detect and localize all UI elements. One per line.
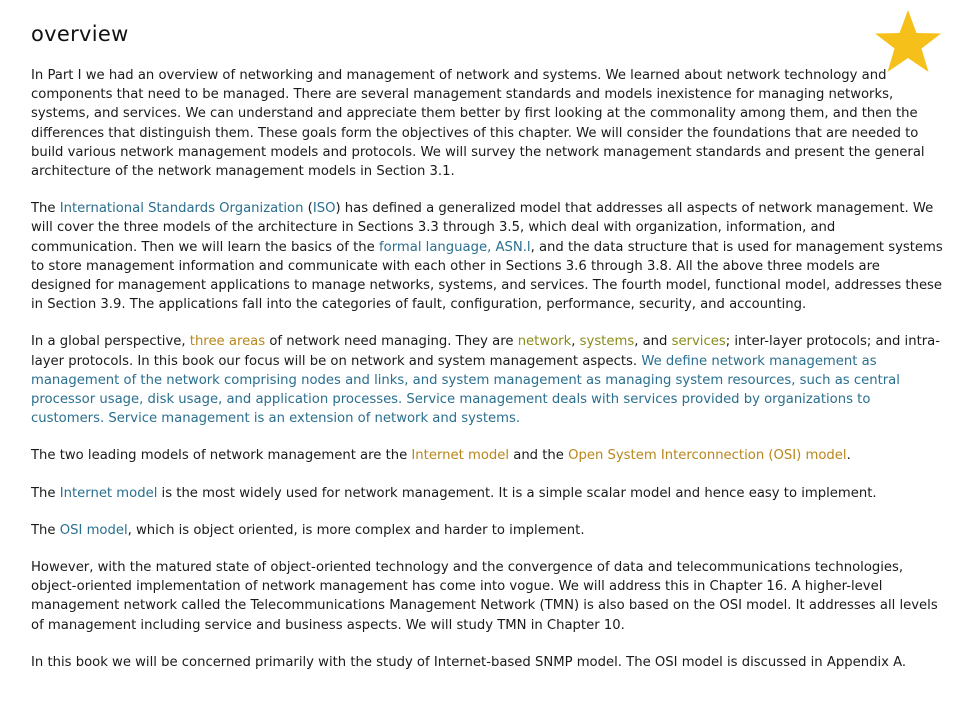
paragraph-text: .: [846, 448, 851, 464]
paragraph-text: The: [31, 485, 60, 501]
paragraph: [31, 558, 943, 635]
paragraph: [31, 653, 943, 672]
highlighted-term: International Standards Organization: [59, 201, 304, 217]
paragraph-text: , which is object oriented, is more complex and harder to implement.: [127, 522, 585, 538]
paragraph-text: , and the data structure that is used for management systems to store management information and communicate with each other in Sections 3.6 through 3.8. All the above three models are designed for management applications to manage networks, systems, and services. The fourth model, functional model, addresses these in Section 3.9. The applications fall into the categories of fault, configuration, performance, security, and accounting.: [31, 239, 943, 313]
paragraph-text: ) has defined a generalized model that addresses all aspects of network management. We will cover the three models of the architecture in Sections 3.3 through 3.5, which deal with organization, information, and communication. Then we will learn the basics of the: [31, 201, 934, 255]
paragraph-text: However, with the matured state of object-oriented technology and the convergence of data and telecommunications technologies, object-oriented implementation of network management has come into vogue. We will address this in Chapter 16. A higher-level management network called the Telecommunications Management Network (TMN) is also based on the OSI model. It addresses all levels of management including service and business aspects. We will study TMN in Chapter 10.: [31, 560, 938, 633]
paragraph-text: The two leading models of network management are the: [31, 448, 412, 464]
paragraph-text: In Part I we had an overview of networking and management of network and systems. We learned about network technology and components that need to be managed. There are several management standards and models inexistence for managing networks, systems, and services. We can understand and appreciate them better by first looking at the commonality among them, and then the differences that distinguish them. These goals form the objectives of this chapter. We will consider the foundations that are needed to build various network management models and protocols. We will survey the network management standards and present the general architecture of the network management models in Section 3.1.: [31, 68, 925, 180]
paragraph-text: ,: [571, 334, 580, 350]
highlighted-term: three areas: [189, 334, 266, 350]
highlighted-term: formal language, ASN.l: [378, 239, 531, 255]
paragraph-text: , and: [634, 334, 672, 350]
highlighted-term: network: [517, 334, 572, 350]
highlighted-term: Internet model: [411, 448, 510, 464]
paragraph-text: The: [31, 522, 60, 538]
highlighted-term: OSI model: [59, 522, 128, 538]
paragraph-text: (: [303, 201, 313, 217]
paragraph-text: of network need managing. They are: [265, 334, 518, 350]
star-shape: [875, 10, 941, 72]
paragraph: [31, 332, 943, 428]
highlighted-term: services: [671, 334, 726, 350]
paragraph: [31, 66, 943, 181]
highlighted-term: ISO: [312, 201, 336, 217]
paragraph: [31, 446, 943, 465]
highlighted-term: systems: [579, 334, 635, 350]
highlighted-term: Open System Interconnection (OSI) model: [568, 448, 847, 464]
paragraph-text: In a global perspective,: [31, 334, 190, 350]
paragraph-text: ; inter-layer protocols; and intra-layer protocols. In this book our focus will be on network and system management aspects.: [31, 334, 940, 369]
paragraph-text: and the: [509, 448, 569, 464]
paragraph-text: is the most widely used for network management. It is a simple scalar model and hence easy to implement.: [157, 485, 877, 501]
paragraph-text: The: [31, 201, 60, 217]
highlighted-term: Internet model: [59, 485, 158, 501]
highlighted-term: We define network management as management of the network comprising nodes and links, and system management as managing system resources, such as central processor usage, disk usage, and application processes. Service management deals with services provided by organizations to customers. Service management is an extension of network and systems.: [31, 353, 900, 427]
paragraph: [31, 521, 943, 540]
slide-title: overview: [31, 22, 129, 46]
paragraph: [31, 199, 943, 314]
slide-body: [31, 66, 943, 690]
paragraph-text: In this book we will be concerned primarily with the study of Internet-based SNMP model. The OSI model is discussed in Appendix A.: [31, 654, 907, 670]
paragraph: [31, 484, 943, 503]
